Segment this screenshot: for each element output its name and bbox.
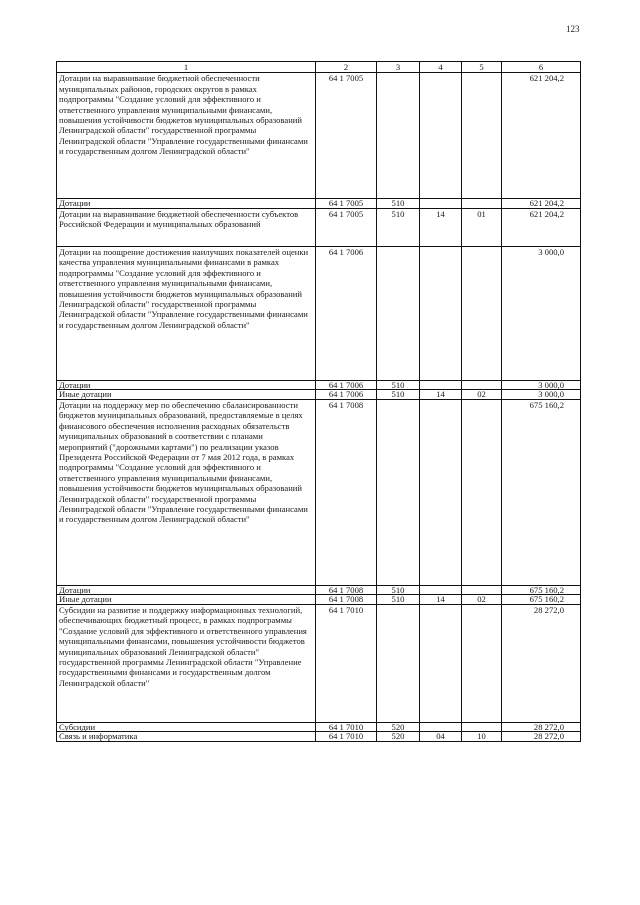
header-col-4: 4	[420, 62, 462, 73]
expense-type: 510	[377, 390, 420, 400]
expense-type: 510	[377, 380, 420, 390]
expense-type	[377, 604, 420, 722]
row-description: Иные дотации	[57, 390, 316, 400]
section	[420, 380, 462, 390]
expense-type	[377, 246, 420, 380]
header-col-2: 2	[316, 62, 377, 73]
section	[420, 199, 462, 209]
row-description: Дотации на выравнивание бюджетной обеспеченности субъектов Российской Федерации и муниципальных образований	[57, 208, 316, 246]
amount: 675 160,2	[502, 399, 581, 585]
expense-type	[377, 73, 420, 199]
target-article: 64 1 7008	[316, 595, 377, 605]
amount: 3 000,0	[502, 246, 581, 380]
section	[420, 73, 462, 199]
subsection	[462, 722, 502, 732]
table-row	[57, 604, 581, 722]
section: 14	[420, 595, 462, 605]
section	[420, 722, 462, 732]
target-article: 64 1 7010	[316, 604, 377, 722]
target-article: 64 1 7006	[316, 246, 377, 380]
subsection	[462, 73, 502, 199]
expense-type: 510	[377, 595, 420, 605]
row-description: Субсидии на развитие и поддержку информационных технологий, обеспечивающих бюджетный процесс, в рамках подпрограммы "Создание условий для эффективного и ответственного управления муниципальными финансами, повышения устойчивости бюджетов муниципальных образований Ленинградской области" государственной программы Ленинградской области "Управление государственными финансами и государственным долгом Ленинградской области"	[57, 604, 316, 722]
row-description: Дотации	[57, 585, 316, 595]
row-description: Связь и информатика	[57, 732, 316, 742]
header-col-5: 5	[462, 62, 502, 73]
section	[420, 604, 462, 722]
target-article: 64 1 7008	[316, 399, 377, 585]
expense-type: 510	[377, 199, 420, 209]
expense-type: 510	[377, 208, 420, 246]
subsection	[462, 199, 502, 209]
header-col-6: 6	[502, 62, 581, 73]
target-article: 64 1 7010	[316, 732, 377, 742]
expense-type: 520	[377, 732, 420, 742]
amount: 3 000,0	[502, 390, 581, 400]
table-row	[57, 380, 581, 390]
table-row	[57, 585, 581, 595]
amount: 28 272,0	[502, 732, 581, 742]
amount: 621 204,2	[502, 208, 581, 246]
amount: 28 272,0	[502, 604, 581, 722]
table-row	[57, 595, 581, 605]
table-row	[57, 390, 581, 400]
target-article: 64 1 7005	[316, 73, 377, 199]
row-description: Дотации	[57, 380, 316, 390]
row-description: Дотации на поощрение достижения наилучших показателей оценки качества управления муниципальными финансами в рамках подпрограммы "Создание условий для эффективного и ответственного управления муниципальными финансами, повышения устойчивости бюджетов муниципальных образований Ленинградской области" государственной программы Ленинградской области "Управление государственными финансами и государственным долгом Ленинградской области"	[57, 246, 316, 380]
expense-type: 520	[377, 722, 420, 732]
subsection	[462, 604, 502, 722]
table-row	[57, 722, 581, 732]
section: 14	[420, 208, 462, 246]
target-article: 64 1 7005	[316, 208, 377, 246]
expense-type: 510	[377, 585, 420, 595]
section: 04	[420, 732, 462, 742]
header-col-3: 3	[377, 62, 420, 73]
amount: 621 204,2	[502, 199, 581, 209]
subsection: 02	[462, 595, 502, 605]
header-row	[57, 62, 581, 73]
section	[420, 399, 462, 585]
section	[420, 246, 462, 380]
target-article: 64 1 7008	[316, 585, 377, 595]
section	[420, 585, 462, 595]
target-article: 64 1 7006	[316, 390, 377, 400]
target-article: 64 1 7005	[316, 199, 377, 209]
subsection	[462, 585, 502, 595]
table-row	[57, 399, 581, 585]
table-row	[57, 246, 581, 380]
amount: 3 000,0	[502, 380, 581, 390]
target-article: 64 1 7010	[316, 722, 377, 732]
amount: 675 160,2	[502, 595, 581, 605]
table-row	[57, 73, 581, 199]
expense-type	[377, 399, 420, 585]
table-row	[57, 732, 581, 742]
subsection: 02	[462, 390, 502, 400]
subsection: 01	[462, 208, 502, 246]
row-description: Дотации на выравнивание бюджетной обеспеченности муниципальных районов, городских округов в рамках подпрограммы "Создание условий для эффективного и ответственного управления муниципальными финансами, повышения устойчивости бюджетов муниципальных образований Ленинградской области" государственной программы Ленинградской области "Управление государственными финансами и государственным долгом Ленинградской области"	[57, 73, 316, 199]
page-number: 123	[566, 24, 580, 34]
table-row	[57, 208, 581, 246]
subsection: 10	[462, 732, 502, 742]
amount: 28 272,0	[502, 722, 581, 732]
subsection	[462, 246, 502, 380]
amount: 675 160,2	[502, 585, 581, 595]
target-article: 64 1 7006	[316, 380, 377, 390]
amount: 621 204,2	[502, 73, 581, 199]
header-col-1: 1	[57, 62, 316, 73]
subsection	[462, 399, 502, 585]
row-description: Дотации	[57, 199, 316, 209]
subsection	[462, 380, 502, 390]
section: 14	[420, 390, 462, 400]
table-row	[57, 199, 581, 209]
row-description: Субсидии	[57, 722, 316, 732]
row-description: Иные дотации	[57, 595, 316, 605]
budget-table	[56, 61, 581, 742]
row-description: Дотации на поддержку мер по обеспечению сбалансированности бюджетов муниципальных образований, предоставляемые в целях финансового обеспечения исполнения расходных обязательств муниципальных образований в соответствии с планами мероприятий ("дорожными картами") по реализации указов Президента Российской Федерации от 7 мая 2012 года, в рамках подпрограммы "Создание условий для эффективного и ответственного управления муниципальными финансами, повышения устойчивости бюджетов муниципальных образований Ленинградской области" государственной программы Ленинградской области "Управление государственными финансами и государственным долгом Ленинградской области"	[57, 399, 316, 585]
